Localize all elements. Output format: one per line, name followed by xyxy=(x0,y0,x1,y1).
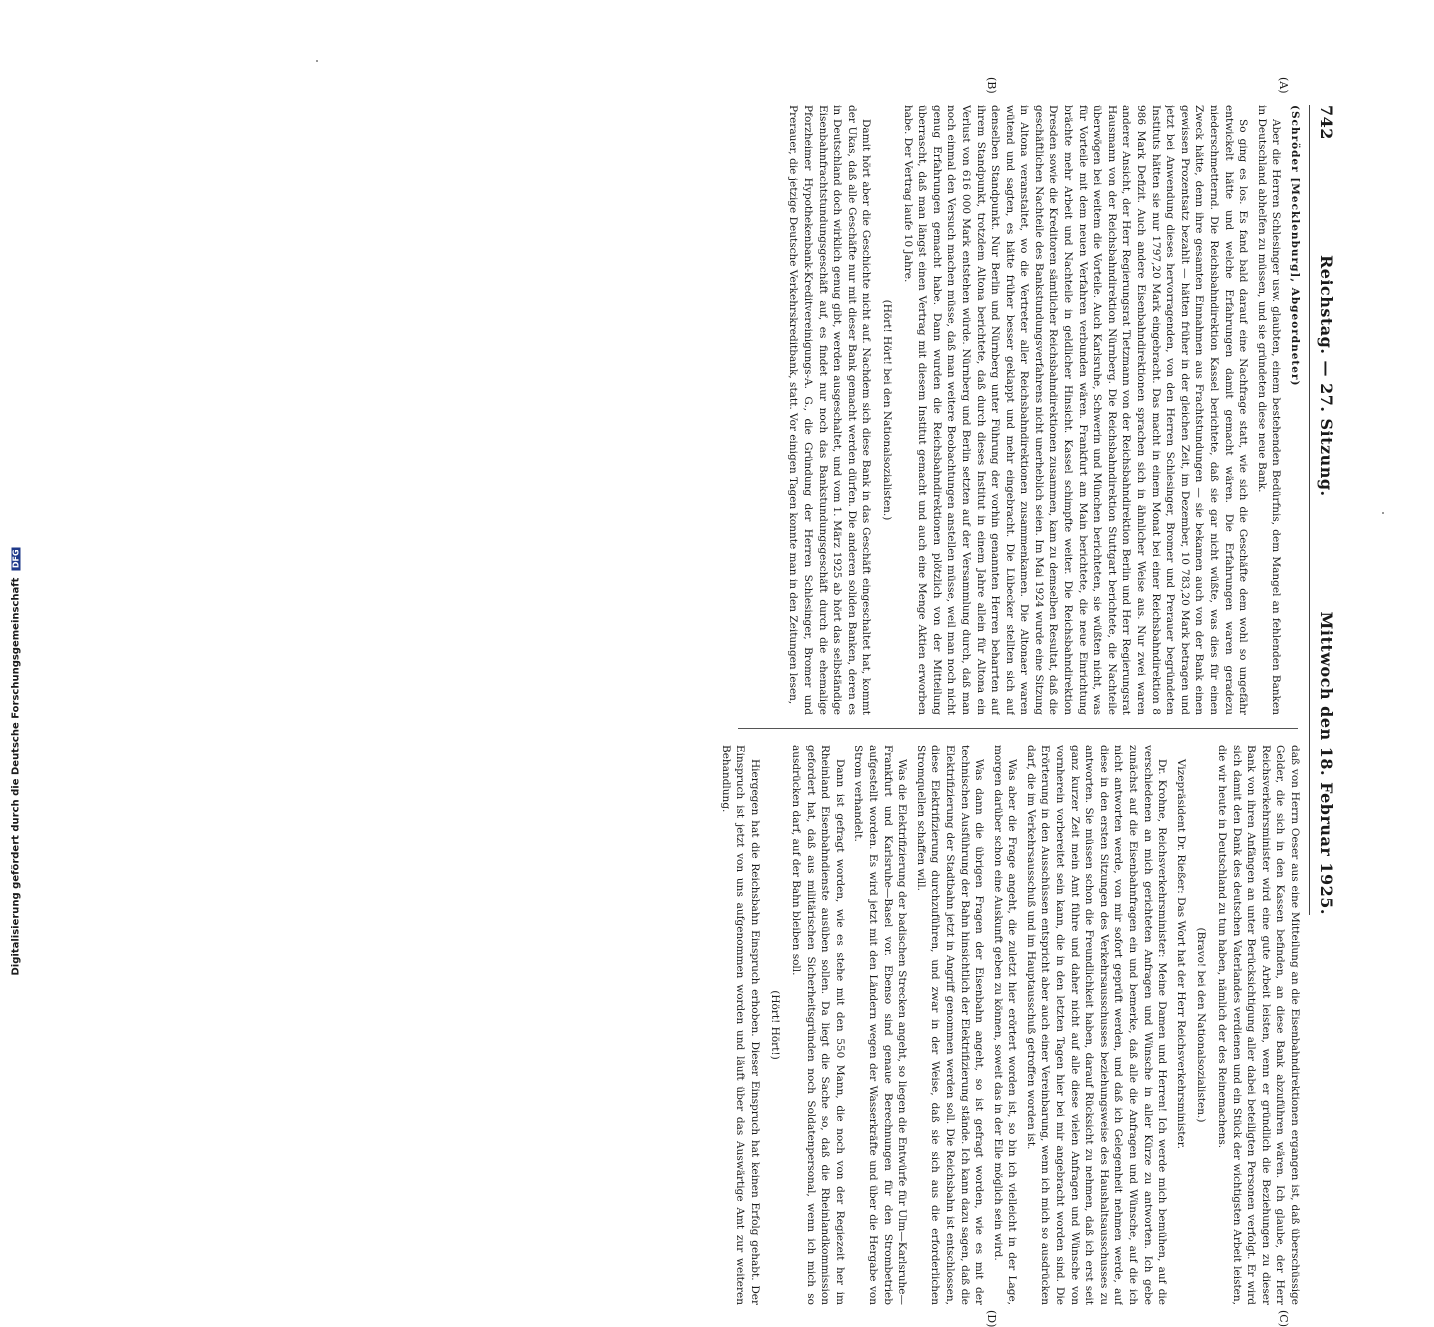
margin-label-c: (C) xyxy=(1277,1310,1290,1327)
paragraph: So ging es los. Es fand bald darauf eine Nachfrage statt, wie sich die Geschäfte dem wohl so ungefähr entwickelt hätte und welche Erfahrungen damit gemacht wären. Die Erfahrungen waren geradezu niederschmetternd. Die Reichsbahndirektion Kassel berichtete, daß sie gar nicht wüßte, was dies für einen Zweck hätte, denn ihre gesamten Einnahmen aus Frachtstundungen — sie bekamen auch von der Bank einen gewissen Prozentsatz bezahlt — hätten früher in der gleichen Zeit, im Dezember, 10 783,20 Mark betragen und jetzt bei Anwendung dieses hervorragenden, von den Herren Schlesinger, Bromer und Prerauer begründeten Instituts hätten sie nur 1797,20 Mark eingebracht. Das macht in einem Monat bei einer Reichsbahndirektion 8 986 Mark Defizit. Auch andere Eisenbahndirektionen sprachen sich in ähnlicher Weise aus. Nur zwei waren anderer Ansicht, der Herr Regierungsrat Tietzmann von der Reichsbahndirektion Berlin und Herr Regierungsrat Hausmann von der Reichsbahndirektion Nürnberg. Die Reichsbahndirektion Stuttgart berichtete, die Nachteile überwögen bei weitem die Vorteile. Auch Karlsruhe, Schwerin und München berichteten, sie wüßten nicht, was für Vorteile mit dem neuen Verfahren verbunden wären. Frankfurt am Main berichtete, die neue Einrichtung brächte mehr Arbeit und Nachteile in geldlicher Hinsicht. Kassel schimpfte weiter. Die Reichsbahndirektion Dresden sowie die Kreditoren sämtlicher Reichsbahndirektionen zusammen, kam zu demselben Resultat, daß die geschäftlichen Nachteile des Bankstundungsverfahrens nicht unerheblich seien. Im Mai 1924 wurde eine Sitzung in Altona veranstaltet, wo die Vertreter aller Reichsbahndirektionen zusammenkamen. Die Altonaer waren wütend und sagten, es hätte früher besser geklappt und mehr eingebracht. Die Lübecker stellten sich auf denselben Standpunkt. Nur Berlin und Nürnberg unter Führung der vorhin genannten Herren beharrten auf ihrem Standpunkt, trotzdem Altona berichtete, daß durch dieses Institut in einem Jahre allein für Altona ein Verlust von 616 000 Mark entstehen würde. Nürnberg und Berlin setzten auf der Versammlung durch, daß man noch einmal den Versuch machen müsse, daß man weitere Beobachtungen anstellen müsse, weil man noch nicht genug Erfahrungen gemacht habe. Dann wurden die Reichsbahndirektionen plötzlich von der Mitteilung überrascht, daß man längst einen Vertrag mit diesem Institut gemacht und auch eine Menge Aktien erworben habe. Der Vertrag laufe 10 Jahre. xyxy=(901,105,1250,715)
page-number: 742 xyxy=(1317,105,1337,140)
paragraph: Dann ist gefragt worden, wie es stehe mit den 550 Mann, die noch von der Regiezeit her im Rheinland Eisenbahndienste ausüben sollen. Da liegt die Sache so, daß die Rheinlandkommission gefordert hat, daß aus militärischen Sicherheitsgründen noch Soldatenpersonal, wenn ich mich so ausdrücken darf, auf der Bahn bleiben soll. xyxy=(790,745,846,1305)
column-divider xyxy=(738,728,1298,729)
paragraph: Damit hört aber die Geschichte nicht auf. Nachdem sich diese Bank in das Geschäft eingeschaltet hat, kommt der Ukas, daß alle Geschäfte nur mit dieser Bank gemacht werden dürfen. Die anderen soliden Banken, deren es in Deutschland doch wirklich genug gibt, werden ausgeschaltet, und vom 1. März 1925 ab hört das selbständige Eisenbahnfrachtstundungsgeschäft auf, es findet nur noch das Bankstundungsgeschäft durch die ehemalige Pforzheimer Hypothekenbank-Kreditvereinigungs-A. G., die Gründung der Herren Schlesinger, Bromer und Prerauer, die jetzige Deutsche Verkehrskreditbank, statt. Vor einigen Tagen konnte man in den Zeitungen lesen, xyxy=(787,105,873,715)
left-column xyxy=(522,105,1302,715)
interjection: (Bravo! bei den Nationalsozialisten.) xyxy=(1195,927,1208,1123)
speaker-line: (Schröder [Mecklenburg], Abgeordneter) xyxy=(1289,105,1301,387)
margin-label-a: (A) xyxy=(1277,77,1290,94)
right-column xyxy=(542,745,1302,1305)
scan-speck xyxy=(1382,512,1384,514)
page-header xyxy=(1314,105,1340,915)
paragraph: Hiergegen hat die Reichsbahn Einspruch erhoben. Dieser Einspruch hat keinen Erfolg gehabt. Der Einspruch ist jetzt von uns aufgenommen worden und läuft über das Auswärtige Amt zur weiteren Behandlung. xyxy=(719,745,761,1305)
margin-label-b: (B) xyxy=(985,77,998,94)
header-title: Reichstag. — 27. Sitzung. xyxy=(1317,254,1337,497)
footer xyxy=(6,10,22,1000)
interjection: (Hört! Hört!) xyxy=(769,990,782,1060)
paragraph: Aber die Herren Schlesinger usw. glaubten, einem bestehenden Bedürfnis, dem Mangel an fehlenden Banken in Deutschland abhelfen zu müssen, und sie gründeten diese neue Bank. xyxy=(1255,105,1283,715)
header-date: Mittwoch den 18. Februar 1925. xyxy=(1317,611,1337,915)
rotated-page-content xyxy=(110,77,1340,1327)
paragraph: Dr. Krohne, Reichsverkehrsminister: Meine Damen und Herren! Ich werde mich bemühen, auf die verschiedenen an mich gerichteten Anfragen und Wünsche in aller Kürze zu antworten. Ich gebe zunächst auf die Eisenbahnfragen ein und bemerke, daß alle die Anfragen und Wünsche, auf die ich nicht antworten werde, von mir sofort geprüft werden, und daß ich Gelegenheit nehmen werde, auf diese in den ersten Sitzungen des Verkehrsausschusses beziehungsweise des Haushaltsausschusses zu antworten. Sie müssen schon die Freundlichkeit haben, darauf Rücksicht zu nehmen, daß ich erst seit ganz kurzer Zeit mein Amt führe und daher nicht auf alle diese vielen Anfragen und Wünsche von vornherein vorbereitet sein kann, die in den letzten Tagen hier bei mir angebracht worden sind. Die Erörterung in den Ausschüssen entspricht aber auch einer Vereinbarung, wenn ich mich so ausdrücken darf, die im Verkehrsausschuß und im Hauptausschuß getroffen worden ist. xyxy=(1024,745,1169,1305)
paragraph: Was aber die Frage angeht, die zuletzt hier erörtert worden ist, so bin ich vielleicht in der Lage, morgen darüber schon eine Auskunft geben zu können, soweit das in der Eile möglich sein wird. xyxy=(991,745,1019,1305)
dfg-logo-badge: DFG xyxy=(11,549,21,569)
scan-speck xyxy=(316,60,318,62)
interjection: (Hört! Hört! bei den Nationalsozialisten.) xyxy=(880,299,893,521)
paragraph: Was die Elektrifizierung der badischen Strecken angeht, so liegen die Entwürfe für Ulm—Karlsruhe—Frankfurt und Karlsruhe—Basel vor. Ebenso sind genaue Berechnungen für den Strombetrieb aufgestellt worden. Es wird jetzt mit den Ländern wegen der Wasserkräfte und über die Hergabe von Strom verhandelt. xyxy=(852,745,909,1305)
paragraph: daß von Herrn Oeser aus eine Mitteilung an die Eisenbahndirektionen ergangen ist, daß überschüssige Gelder, die sich in den Kassen befinden, an diese Bank abzuführen wären. Ich glaube, der Herr Reichsverkehrsminister wird eine gute Arbeit leisten, wenn er gründlich die Beziehungen zu dieser Bank von ihren Anfängen an unter Berücksichtigung aller dabei beteiligten Personen verfolgt. Er wird sich damit den Dank des deutschen Vaterlandes verdienen und ein Stück der wichtigsten Arbeit leisten, die wir heute in Deutschland zu tun haben, nämlich der des Reinemachens. xyxy=(1216,745,1301,1305)
margin-label-d: (D) xyxy=(985,1310,998,1327)
vice-president-line: Vizepräsident Dr. Rießer: Das Wort hat der Herr Reichsverkehrsminister. xyxy=(1174,759,1187,1149)
header-rule xyxy=(1309,105,1310,915)
paragraph: Was dann die übrigen Fragen der Eisenbahn angeht, so ist gefragt worden, wie es mit der technischen Ausführung der Bahn hinsichtlich der Elektrifizierung stände. Ich kann dazu sagen, daß die Elektrifizierung der Stadtbahn jetzt in Angriff genommen werden soll. Die Reichsbahn ist entschlossen, diese Elektrifizierung durchzuführen, und zwar in der Weise, daß sie sich aus die erforderlichen Stromquellen schaffen will. xyxy=(914,745,986,1305)
footer-credit: Digitalisierung gefördert durch die Deutsche Forschungsgemeinschaft xyxy=(10,577,22,976)
